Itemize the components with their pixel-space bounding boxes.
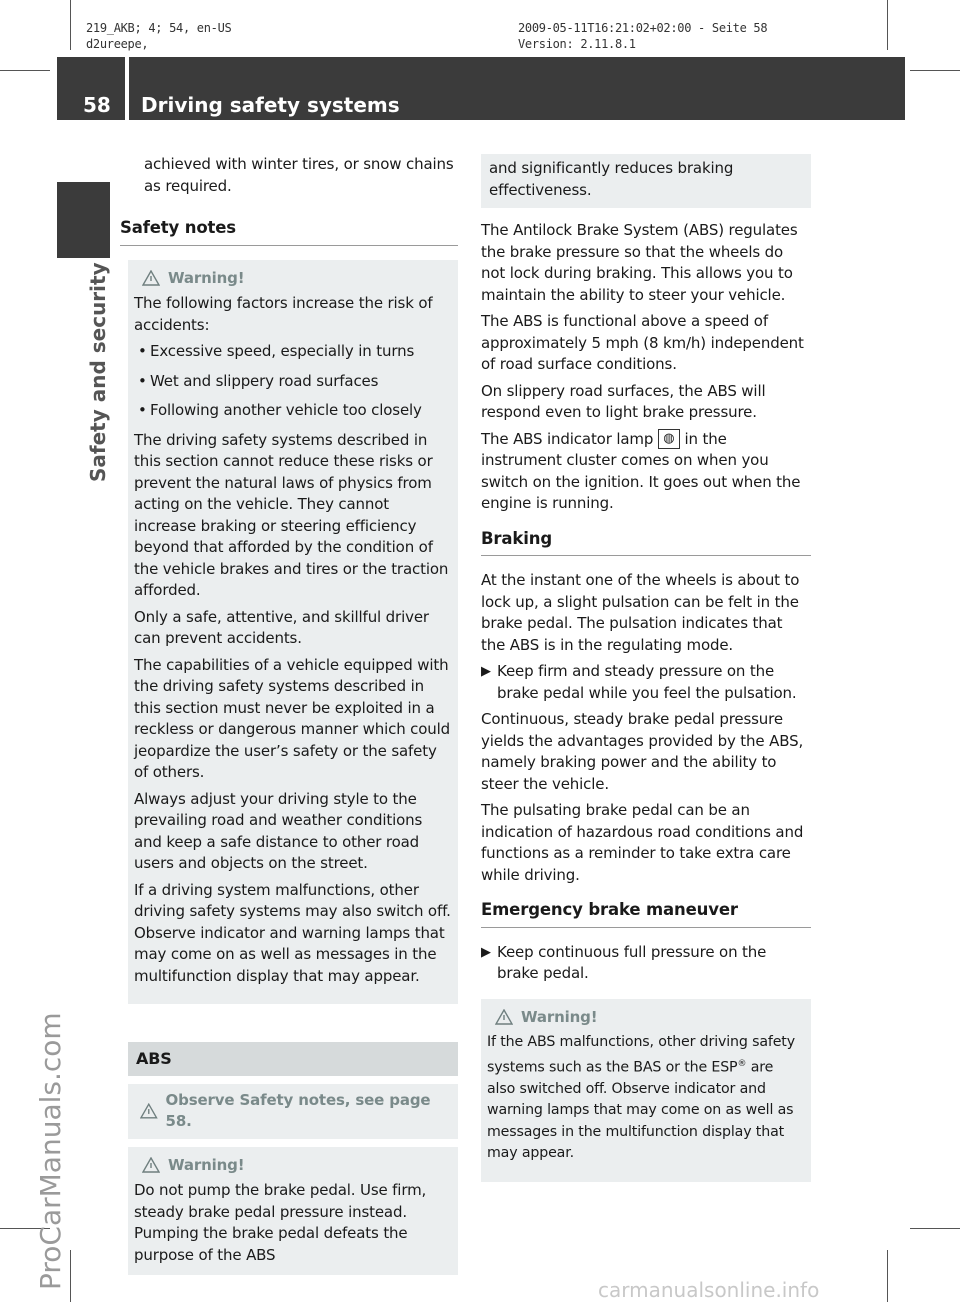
text-span: in the instrument cluster comes on when you switch on the ignition. It goes out when the engine is running.: [481, 429, 801, 512]
meta-line: 2009-05-11T16:21:02+02:00 - Seite 58: [518, 21, 768, 35]
registered-mark: ®: [737, 1058, 747, 1069]
crop-mark: [910, 70, 960, 71]
instruction-step: ▶ Keep continuous full pressure on the brake pedal.: [481, 942, 811, 985]
warning-paragraph: The driving safety systems described in this section cannot reduce these risks or prevent the natural laws of physics from acting on the vehicle. They cannot increase braking or steering efficiency beyond that afforded by the condition of the vehicle brakes and tires or the traction afforded.: [134, 430, 449, 599]
step-text: Keep continuous full pressure on the brake pedal.: [497, 942, 767, 982]
text-span: The ABS indicator lamp: [481, 429, 654, 448]
abs-heading: ABS: [128, 1042, 458, 1076]
observe-text: Observe Safety notes, see page 58.: [165, 1090, 431, 1130]
warning-triangle-icon: [142, 270, 160, 286]
left-column: [120, 154, 458, 1275]
bullet-text: Wet and slippery road surfaces: [150, 371, 379, 390]
crop-mark: [887, 0, 888, 50]
warning-title-text: Warning!: [168, 1155, 245, 1174]
crop-mark: [70, 0, 71, 50]
warning-box: [128, 1147, 458, 1276]
section-heading: Safety notes: [120, 209, 458, 246]
intro-text: achieved with winter tires, or snow chains as required.: [144, 155, 454, 195]
warning-box: [481, 999, 811, 1182]
warning-paragraph: Always adjust your driving style to the prevailing road and weather conditions and keep a safe distance to other road users and objects on the street.: [134, 789, 423, 872]
header-separator: [125, 57, 129, 120]
page-number: 58: [83, 93, 111, 117]
crop-mark: [887, 1250, 888, 1302]
warning-title-text: Warning!: [521, 1007, 598, 1026]
paragraph: The ABS is functional above a speed of approximately 5 mph (8 km/h) independent of road surface conditions.: [481, 312, 804, 373]
right-column: [481, 154, 811, 1182]
warning-title-text: Warning!: [168, 268, 245, 287]
paragraph: Continuous, steady brake pedal pressure yields the advantages provided by the ABS, namely braking power and the ability to steer the vehicle.: [481, 710, 804, 793]
bullet-item: • Excessive speed, especially in turns: [134, 341, 452, 363]
abs-indicator-lamp-icon: ◍: [658, 429, 680, 449]
warning-triangle-icon: [142, 1157, 160, 1173]
paragraph: The pulsating brake pedal can be an indication of hazardous road conditions and functions as a reminder to take extra care while driving.: [481, 801, 804, 884]
page-header: [57, 57, 905, 120]
warning-box: [128, 260, 458, 1005]
meta-line: d2ureepe,: [86, 37, 149, 51]
paragraph: On slippery road surfaces, the ABS will respond even to light brake pressure.: [481, 381, 766, 421]
bullet-text: Excessive speed, especially in turns: [150, 342, 415, 360]
crop-mark: [0, 70, 50, 71]
crop-mark: [910, 1228, 960, 1229]
warning-box-continued: [481, 154, 811, 208]
warning-title: [487, 1007, 805, 1029]
warning-paragraph: The capabilities of a vehicle equipped with the driving safety systems described in this section must never be exploited in a reckless or dangerous manner which could jeopardize the user’s safety or the safety of others.: [134, 655, 451, 781]
warning-title: [134, 1155, 452, 1177]
section-heading: Emergency brake maneuver: [481, 891, 811, 928]
paragraph: [481, 429, 811, 515]
paragraph: The Antilock Brake System (ABS) regulates the brake pressure so that the wheels do not lock during braking. This allows you to maintain the ability to steer your vehicle.: [481, 221, 798, 304]
chapter-label: Safety and security: [86, 262, 110, 482]
observe-note: [128, 1084, 458, 1139]
chapter-tab: [57, 182, 110, 258]
warning-lead: The following factors increase the risk of accidents:: [134, 294, 433, 334]
print-meta-left: [86, 20, 231, 52]
footer-watermark: carmanualsonline.info: [598, 1278, 820, 1302]
warning-paragraph: If a driving system malfunctions, other driving safety systems may also switch off. Observe indicator and warning lamps that may come on as well as messages in the multifunction display that may appear.: [134, 880, 451, 985]
bullet-item: • Following another vehicle too closely: [134, 400, 452, 422]
meta-line: Version: 2.11.8.1: [518, 37, 636, 51]
text-span: are also switched off. Observe indicator and warning lamps that may come on as well as messages in the multifunction display that may appear.: [487, 1059, 794, 1162]
warning-triangle-icon: [495, 1009, 513, 1025]
section-heading: Braking: [481, 520, 811, 557]
warning-text: and significantly reduces braking effectiveness.: [489, 159, 734, 199]
warning-text: [487, 1032, 805, 1165]
instruction-step: ▶ Keep firm and steady pressure on the brake pedal while you feel the pulsation.: [481, 661, 811, 704]
text-span: If the ABS malfunctions, other driving safety systems such as the BAS or the ESP: [487, 1034, 795, 1076]
page-title: Driving safety systems: [141, 93, 400, 117]
paragraph: At the instant one of the wheels is about to lock up, a slight pulsation can be felt in the brake pedal. The pulsation indicates that the ABS is in the regulating mode.: [481, 571, 800, 654]
print-meta-right: [518, 20, 767, 52]
step-text: Keep firm and steady pressure on the brake pedal while you feel the pulsation.: [497, 662, 797, 702]
meta-line: 219_AKB; 4; 54, en-US: [86, 21, 232, 35]
warning-title: [134, 268, 452, 290]
bullet-item: • Wet and slippery road surfaces: [134, 371, 452, 393]
warning-text: Do not pump the brake pedal. Use firm, steady brake pedal pressure instead. Pumping the brake pedal defeats the purpose of the ABS: [134, 1181, 427, 1264]
crop-mark: [70, 1250, 71, 1302]
watermark: ProCarManuals.com: [34, 1012, 67, 1290]
warning-paragraph: Only a safe, attentive, and skillful driver can prevent accidents.: [134, 607, 429, 647]
warning-triangle-icon: [140, 1103, 158, 1119]
bullet-text: Following another vehicle too closely: [150, 401, 422, 419]
